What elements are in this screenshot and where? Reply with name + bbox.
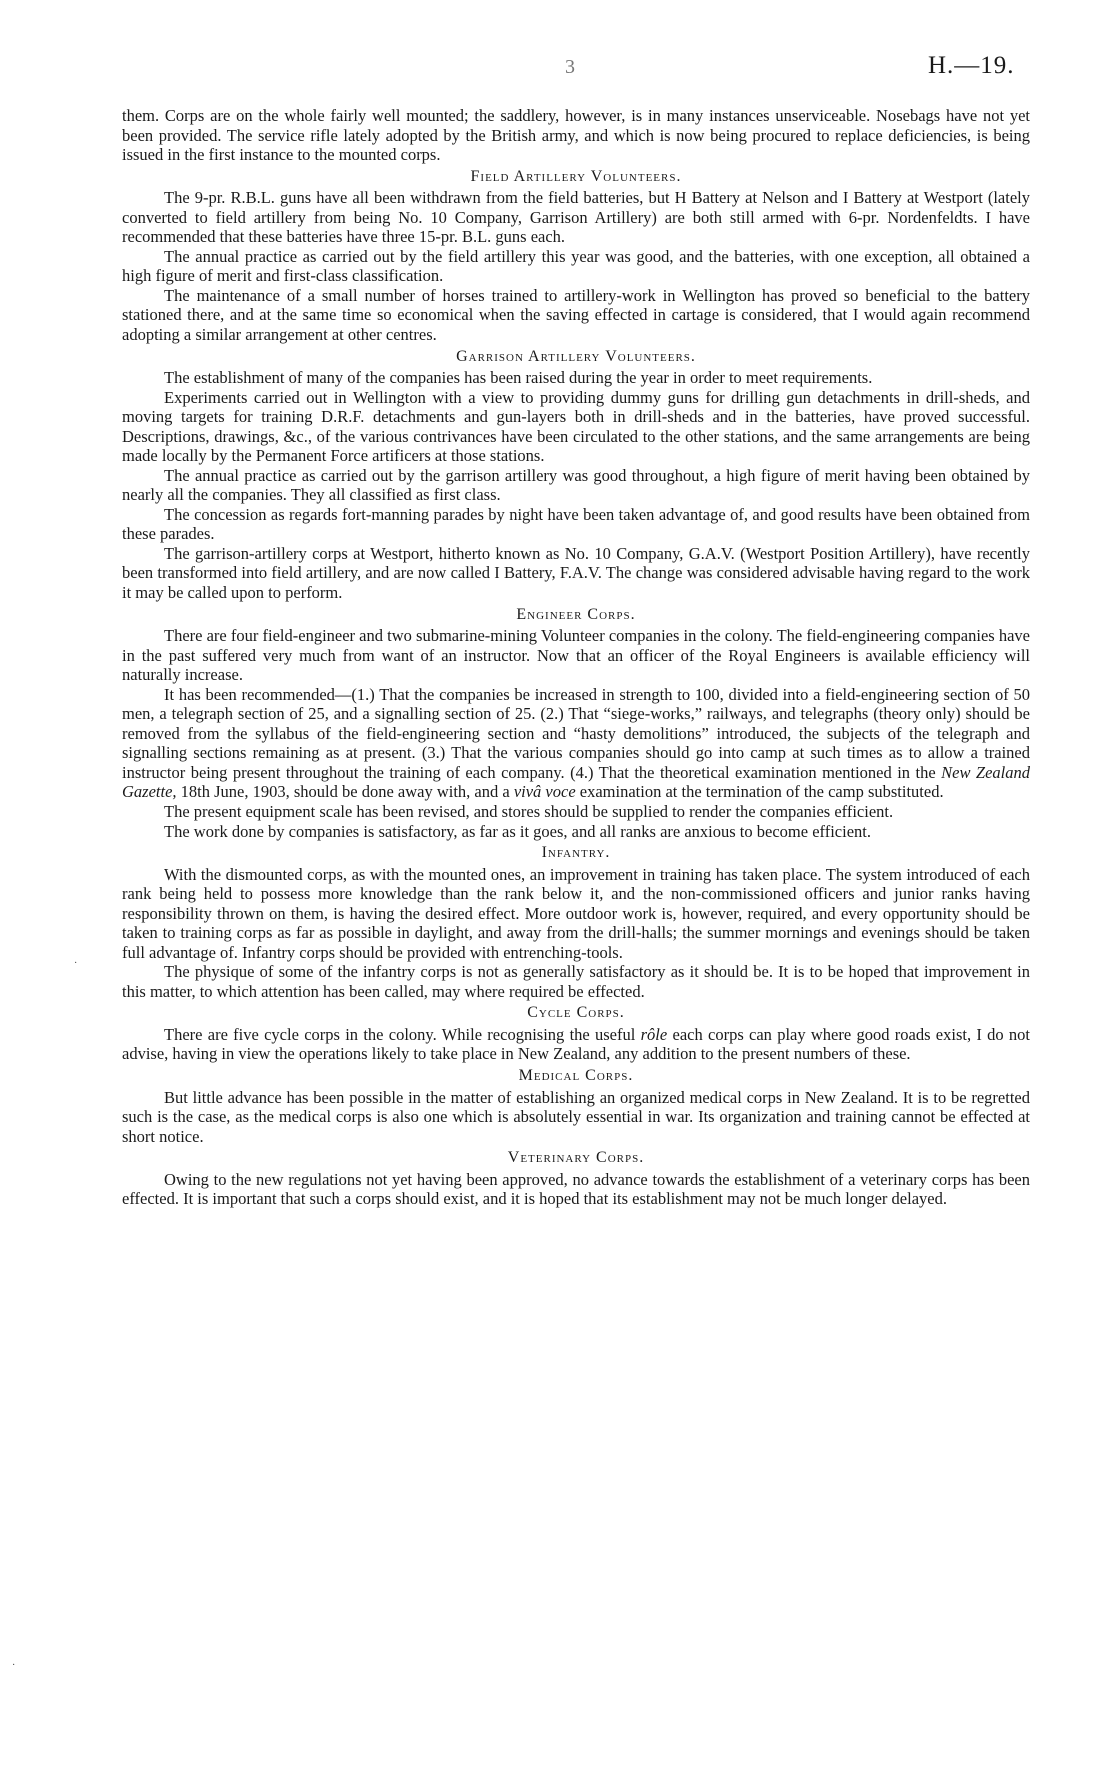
paragraph: them. Corps are on the whole fairly well mounted; the saddlery, however, is in many instances unserviceable. Nosebags have not yet been provided. The service rifle lately adopted by the British army, and which is now being procured to replace deficiencies, is being issued in the first instance to the mounted corps.	[122, 106, 1030, 165]
paragraph: The annual practice as carried out by the garrison artillery was good throughout, a high figure of merit having been obtained by nearly all the companies. They all classified as first class.	[122, 465, 1030, 505]
paragraph: The annual practice as carried out by the field artillery this year was good, and the batteries, with one exception, all obtained a high figure of merit and first-class classification.	[122, 246, 1030, 286]
paragraph	[122, 1025, 1030, 1064]
section-heading-infantry: Infantry.	[541, 844, 611, 862]
text-run: It has been recommended—(1.) That the companies be increased in strength to 100, divided into a field-engineering section of 50 men, a telegraph section of 25, and a signalling section of 25. (2.) That “siege-works,” railways, and telegraphs (theory only) should be removed from the syllabus of the field-engineering section and “hasty demolitions” introduced, the subjects of the telegraph and signalling sections remaining as at present. (3.) That the various companies should go into camp at such times as to allow a trained instructor being present throughout the training of each company. (4.) That the theoretical examination mentioned in the	[122, 684, 1030, 782]
section-heading-field-artillery: Field Artillery Volunteers.	[470, 167, 682, 185]
section-heading-veterinary-corps: Veterinary Corps.	[507, 1149, 645, 1167]
paragraph: There are four field-engineer and two submarine-mining Volunteer companies in the colony. The field-engineering companies have in the past suffered very much from want of an instructor. Now that an officer of the Royal Engineers is available efficiency will naturally increase.	[122, 626, 1030, 685]
paragraph: Owing to the new regulations not yet having been approved, no advance towards the establishment of a veterinary corps has been effected. It is important that such a corps should exist, and it is hoped that its establishment may not be much longer delayed.	[122, 1169, 1030, 1209]
body-text	[122, 106, 1030, 1209]
italic-text: vivâ voce	[513, 782, 576, 802]
paragraph: The work done by companies is satisfactory, as far as it goes, and all ranks are anxious to become efficient.	[164, 821, 871, 841]
paragraph: Experiments carried out in Wellington with a view to providing dummy guns for drilling gun detachments in drill-sheds, and moving targets for training D.R.F. detachments and gun-layers both in drill-sheds and in the batteries, have proved successful. Descriptions, drawings, &c., of the various contrivances have been circulated to the other stations, and the same arrangements are being made locally by the Permanent Force artificers at those stations.	[122, 387, 1030, 466]
paragraph: With the dismounted corps, as with the mounted ones, an improvement in training has taken place. The system introduced of each rank being held to possess more knowledge than the rank below it, and the non-commissioned officers and junior ranks having responsibility thrown on them, is having the desired effect. More outdoor work is, however, required, and every opportunity should be taken to training corps as far as possible in daylight, and away from the drill-halls; the summer mornings and evenings should be taken full advantage of. Infantry corps should be provided with entrenching-tools.	[122, 864, 1030, 962]
italic-text: rôle	[640, 1024, 668, 1044]
paragraph: The garrison-artillery corps at Westport, hitherto known as No. 10 Company, G.A.V. (Westport Position Artillery), have recently been transformed into field artillery, and are now called I Battery, F.A.V. The change was considered advisable having regard to the work it may be called upon to perform.	[122, 543, 1030, 603]
document-reference: H.—19.	[928, 52, 1015, 79]
margin-mark: ·	[74, 958, 78, 969]
paragraph: The 9-pr. R.B.L. guns have all been withdrawn from the field batteries, but H Battery at Nelson and I Battery at Westport (lately converted to field artillery from being No. 10 Company, Garrison Artillery) are both still armed with 6-pr. Nordenfeldts. I have recommended that these batteries have three 15-pr. B.L. guns each.	[122, 188, 1030, 247]
section-heading-medical-corps: Medical Corps.	[518, 1067, 634, 1085]
paragraph: The present equipment scale has been revised, and stores should be supplied to render the companies efficient.	[164, 802, 894, 821]
paragraph: The concession as regards fort-manning parades by night have been taken advantage of, and good results have been obtained from these parades.	[122, 504, 1030, 544]
text-run: There are five cycle corps in the colony. While recognising the useful	[164, 1024, 641, 1044]
section-heading-garrison-artillery: Garrison Artillery Volunteers.	[456, 347, 696, 365]
section-heading-cycle-corps: Cycle Corps.	[527, 1004, 625, 1022]
paragraph	[122, 685, 1030, 802]
section-heading-engineer-corps: Engineer Corps.	[516, 605, 636, 623]
paragraph: But little advance has been possible in the matter of establishing an organized medical corps in New Zealand. It is to be regretted such is the case, as the medical corps is also one which is absolutely essential in war. Its organization and training cannot be effected at short notice.	[122, 1087, 1030, 1146]
margin-mark: ·	[12, 1660, 16, 1671]
text-run: examination at the termination of the camp substituted.	[575, 782, 944, 802]
italic-text: New Zealand Gazette,	[122, 762, 1031, 802]
text-run: 18th June, 1903, should be done away with, and a	[176, 782, 514, 802]
page-header	[0, 52, 1114, 82]
text-run: each corps can play where good roads exist, I do not advise, having in view the operations likely to take place in New Zealand, any addition to the present numbers of these.	[122, 1024, 1030, 1064]
paragraph: The establishment of many of the companies has been raised during the year in order to meet requirements.	[164, 368, 873, 388]
paragraph: The maintenance of a small number of horses trained to artillery-work in Wellington has proved so beneficial to the battery stationed there, and at the same time so economical when the saving effected in cartage is considered, that I would again recommend adopting a similar arrangement at other centres.	[122, 285, 1030, 344]
paragraph: The physique of some of the infantry corps is not as generally satisfactory as it should be. It is to be hoped that improvement in this matter, to which attention has been called, may where required be effected.	[122, 962, 1030, 1001]
page-number: 3	[565, 56, 575, 78]
